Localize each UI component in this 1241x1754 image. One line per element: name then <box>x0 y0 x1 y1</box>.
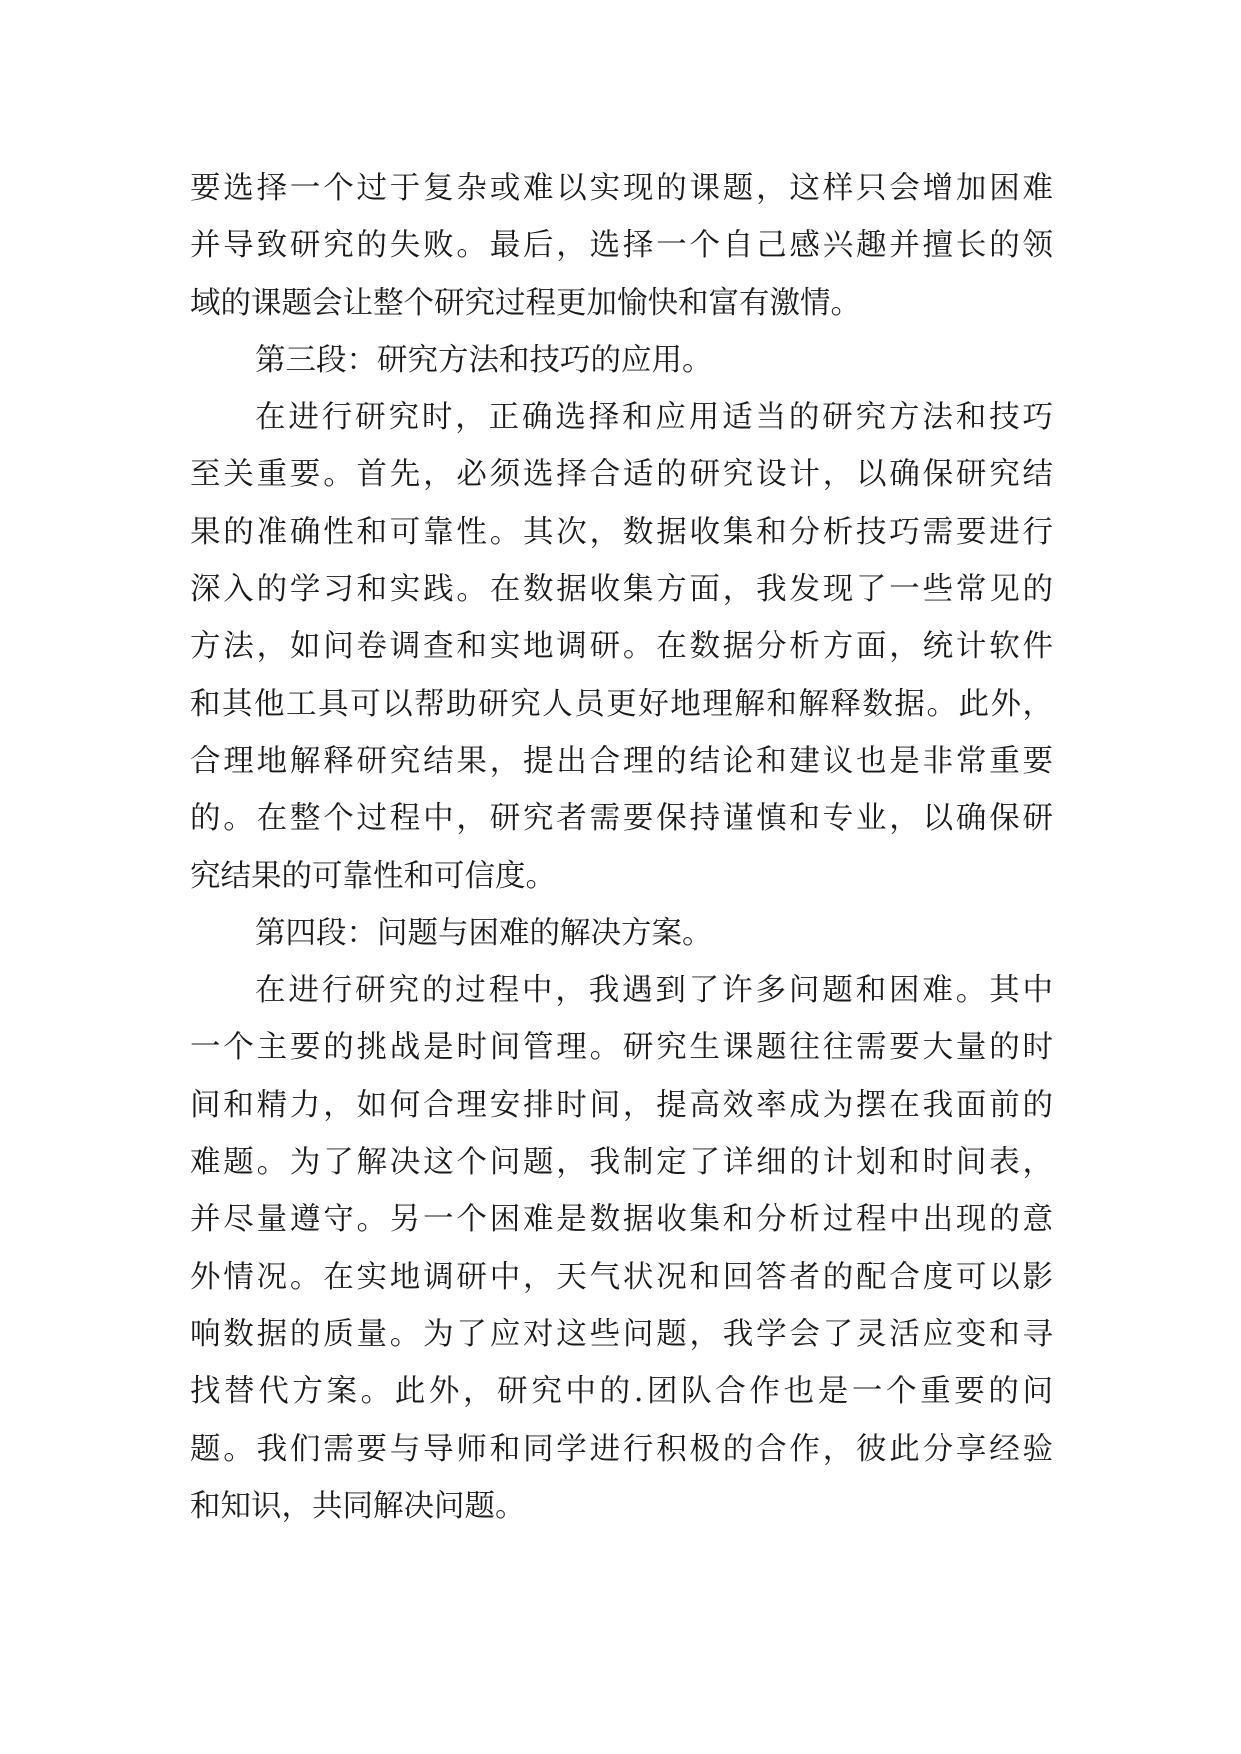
text-line: 至关重要。首先，必须选择合适的研究设计，以确保研究结 <box>190 457 1053 493</box>
text-line: 要选择一个过于复杂或难以实现的课题，这样只会增加困难 <box>190 171 1053 206</box>
document-body <box>190 160 1053 1535</box>
text-line: 在进行研究的过程中，我遇到了许多问题和困难。其中 <box>255 973 1053 1009</box>
text-line: 并尽量遵守。另一个困难是数据收集和分析过程中出现的意 <box>190 1202 1053 1238</box>
text-line: 找替代方案。此外，研究中的.团队合作也是一个重要的问 <box>190 1374 1053 1410</box>
text-line: 题。我们需要与导师和同学进行积极的合作，彼此分享经验 <box>190 1431 1053 1467</box>
text-line: 合理地解释研究结果，提出合理的结论和建议也是非常重要 <box>190 743 1053 779</box>
text-line: 的。在整个过程中，研究者需要保持谨慎和专业，以确保研 <box>190 801 1053 837</box>
text-line: 并导致研究的失败。最后，选择一个自己感兴趣并擅长的领 <box>190 228 1053 264</box>
text-line: 难题。为了解决这个问题，我制定了详细的计划和时间表， <box>190 1145 1053 1181</box>
text-line: 深入的学习和实践。在数据收集方面，我发现了一些常见的 <box>190 572 1053 608</box>
text-line: 究结果的可靠性和可信度。 <box>190 858 556 894</box>
text-line: 方法，如问卷调查和实地调研。在数据分析方面，统计软件 <box>190 629 1053 665</box>
text-line: 第三段：研究方法和技巧的应用。 <box>255 342 713 378</box>
text-line: 间和精力，如何合理安排时间，提高效率成为摆在我面前的 <box>190 1087 1053 1123</box>
text-line: 域的课题会让整个研究过程更加愉快和富有激情。 <box>190 285 861 321</box>
text-line: 在进行研究时，正确选择和应用适当的研究方法和技巧 <box>255 400 1053 436</box>
text-line: 和其他工具可以帮助研究人员更好地理解和解释数据。此外， <box>190 686 1053 722</box>
text-line: 果的准确性和可靠性。其次，数据收集和分析技巧需要进行 <box>190 514 1053 550</box>
text-line: 一个主要的挑战是时间管理。研究生课题往往需要大量的时 <box>190 1030 1053 1066</box>
text-line: 响数据的质量。为了应对这些问题，我学会了灵活应变和寻 <box>190 1316 1053 1352</box>
text-line: 第四段：问题与困难的解决方案。 <box>255 915 713 951</box>
text-line: 外情况。在实地调研中，天气状况和回答者的配合度可以影 <box>190 1259 1053 1295</box>
text-line: 和知识，共同解决问题。 <box>190 1488 526 1524</box>
